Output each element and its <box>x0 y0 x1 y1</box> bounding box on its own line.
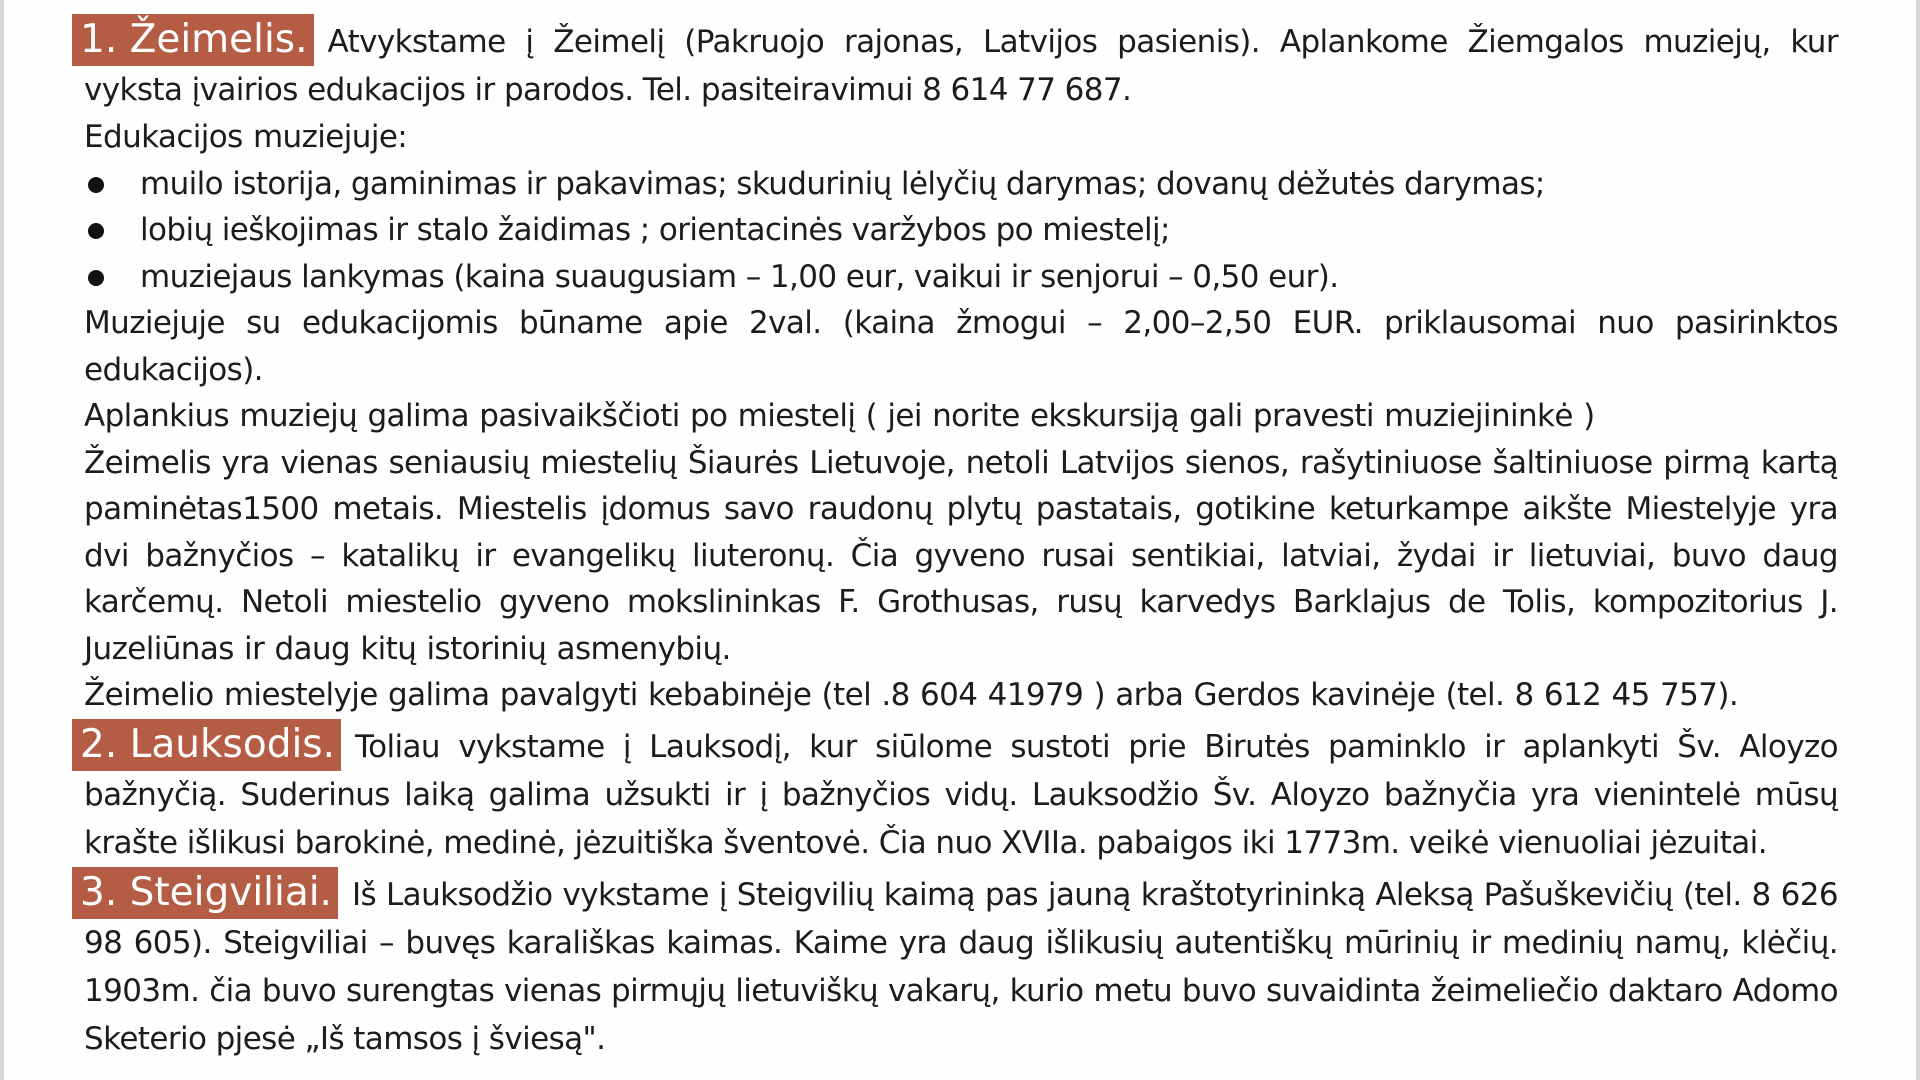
section-2-text: Toliau vykstame į Lauksodį, kur siūlome sustoti prie Birutės paminklo ir aplankyti Šv. Aloyzo bažnyčią. Suderinus laiką galima užsukti ir į bažnyčios vidų. Lauksodžio Šv. Aloyzo bažnyčia yra vienintelė mūsų krašte išlikusi barokinė, medinė, jėzuitiška šventovė. Čia nuo XVIIa. pabaigos iki 1773m. veikė vienuoliai jėzuitai. <box>84 728 1838 861</box>
section-1-edu-label: Edukacijos muziejuje: <box>84 119 408 155</box>
section-2-paragraph <box>80 719 1838 867</box>
bullet-text: muilo istorija, gaminimas ir pakavimas; skudurinių lėlyčių darymas; dovanų dėžutės darymas; <box>140 165 1545 202</box>
bullet-item <box>84 207 1838 254</box>
section-3-heading: 3. Steigviliai. <box>72 867 338 919</box>
section-2-heading: 2. Lauksodis. <box>72 719 341 771</box>
section-1-intro-text: Atvykstame į Žeimelį (Pakruojo rajonas, Latvijos pasienis). Aplankome Žiemgalos muziejų, kur vyksta įvairios edukacijos ir parodos. Tel. pasiteiravimui 8 614 77 687. <box>84 24 1838 108</box>
section-1-bullet-list <box>84 161 1838 301</box>
bullet-icon <box>88 177 104 193</box>
page-border-right <box>1916 0 1920 1080</box>
section-1-heading: 1. Žeimelis. <box>72 14 314 66</box>
page-border-left <box>0 0 4 1080</box>
section-1-duration: Muziejuje su edukacijomis būname apie 2val. (kaina žmogui – 2,00–2,50 EUR. priklausomai nuo pasirinktos edukacijos). <box>84 305 1838 388</box>
section-1-walk: Aplankius muziejų galima pasivaikščioti po miestelį ( jei norite ekskursiją gali pravesti muziejininkė ) <box>84 398 1595 434</box>
section-1-food: Žeimelio miestelyje galima pavalgyti kebabinėje (tel .8 604 41979 ) arba Gerdos kavinėje (tel. 8 612 45 757). <box>84 677 1739 713</box>
bullet-text: muziejaus lankymas (kaina suaugusiam – 1,00 eur, vaikui ir senjorui – 0,50 eur). <box>140 258 1339 295</box>
bullet-item <box>84 161 1838 208</box>
bullet-icon <box>88 223 104 239</box>
section-1-intro <box>80 14 1838 114</box>
bullet-icon <box>88 270 104 286</box>
section-3-text: Iš Lauksodžio vykstame į Steigvilių kaimą pas jauną kraštotyrininką Aleksą Pašuškevičių (tel. 8 626 98 605). Steigviliai – buvęs karališkas kaimas. Kaime yra daug išlikusių autentiškų mūrinių ir medinių namų, klėčių. 1903m. čia buvo surengtas vienas pirmųjų lietuviškų vakarų, kurio metu buvo suvaidinta žeimeliečio daktaro Adomo Sketerio pjesė „Iš tamsos į šviesą". <box>84 876 1838 1057</box>
bullet-text: lobių ieškojimas ir stalo žaidimas ; orientacinės varžybos po miestelį; <box>140 212 1170 248</box>
document-content <box>80 14 1838 1063</box>
section-3-paragraph <box>80 867 1838 1063</box>
section-1-history: Žeimelis yra vienas seniausių miestelių Šiaurės Lietuvoje, netoli Latvijos sienos, rašytiniuose šaltiniuose pirmą kartą paminėtas1500 metais. Miestelis įdomus savo raudonų plytų pastatais, gotikine keturkampe aikšte Miestelyje yra dvi bažnyčios – katalikų ir evangelikų liuteronų. Čia gyveno rusai sentikiai, latviai, žydai ir lietuviai, buvo daug karčemų. Netoli miestelio gyveno mokslininkas F. Grothusas, rusų karvedys Barklajus de Tolis, kompozitorius J. Juzeliūnas ir daug kitų istorinių asmenybių. <box>84 444 1838 667</box>
bullet-item <box>84 254 1838 301</box>
